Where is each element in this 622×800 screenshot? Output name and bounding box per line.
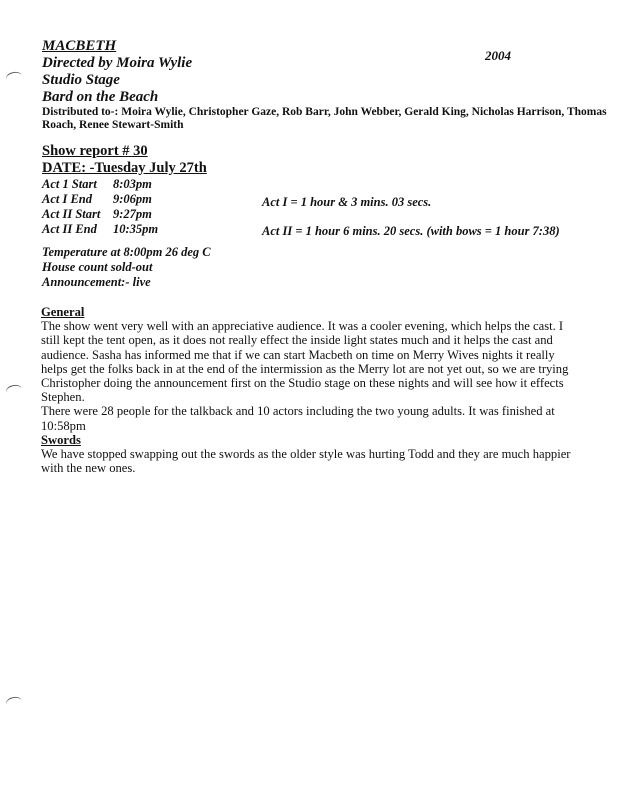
distribution-line: Roach, Renee Stewart-Smith [42, 119, 184, 131]
time-label: Act 1 Start [42, 177, 97, 191]
hole-punch-mark [5, 383, 23, 397]
general-heading: General [41, 305, 85, 319]
body-line: audience. Sasha has informed me that if we can start Macbeth on time on Merry Wives nights it really [41, 347, 555, 362]
show-report-number: Show report # 30 [42, 143, 148, 159]
time-value: 9:27pm [113, 207, 152, 221]
show-conditions [42, 245, 211, 290]
report-date: DATE: -Tuesday July 27th [42, 160, 207, 176]
body-line: still kept the tent open, as it does not really effect the inside light states much and it helps the cast and [41, 333, 553, 348]
time-label: Act II End [42, 222, 97, 236]
act2-duration: Act II = 1 hour 6 mins. 20 secs. (with bows = 1 hour 7:38) [262, 224, 560, 238]
time-value: 10:35pm [113, 222, 159, 236]
time-label: Act I End [42, 192, 93, 206]
director: Directed by Moira Wylie [42, 55, 193, 71]
act1-duration: Act I = 1 hour & 3 mins. 03 secs. [262, 195, 432, 209]
body-line: We have stopped swapping out the swords as the older style was hurting Todd and they are much happier [41, 447, 571, 462]
general-section [41, 305, 570, 475]
time-row [42, 177, 158, 192]
time-value: 9:06pm [113, 192, 152, 206]
distribution-line: Distributed to-: Moira Wylie, Christopher Gaze, Rob Barr, John Webber, Gerald King, Nicholas Harrison, Thomas [42, 106, 607, 118]
play-title: MACBETH [42, 38, 117, 54]
time-row [42, 207, 158, 222]
body-line: Stephen. [41, 390, 85, 405]
stage: Studio Stage [42, 72, 120, 88]
body-line: helps get the folks back in at the end of the intermission as the Merry lot are not yet out, so we are trying [41, 361, 569, 376]
house-count: House count sold-out [42, 260, 153, 274]
hole-punch-mark [5, 695, 23, 709]
temperature: Temperature at 8:00pm 26 deg C [42, 245, 211, 259]
swords-heading: Swords [41, 432, 81, 447]
hole-punch-mark [5, 70, 23, 84]
body-line: with the new ones. [41, 461, 136, 476]
times-table [42, 177, 158, 237]
distribution-list [42, 106, 607, 132]
body-line: There were 28 people for the talkback and 10 actors including the two young adults. It was finished at [41, 404, 555, 419]
time-value: 8:03pm [113, 177, 152, 191]
time-row [42, 222, 158, 237]
company: Bard on the Beach [42, 89, 159, 105]
body-line: The show went very well with an appreciative audience. It was a cooler evening, which helps the cast. I [41, 319, 564, 334]
body-line: 10:58pm [41, 418, 86, 433]
time-row [42, 192, 158, 207]
body-line: Christopher doing the announcement first on the Studio stage on these nights and will see how it effects [41, 376, 564, 391]
announcement: Announcement:- live [42, 275, 151, 289]
year: 2004 [485, 48, 511, 63]
time-label: Act II Start [42, 207, 101, 221]
